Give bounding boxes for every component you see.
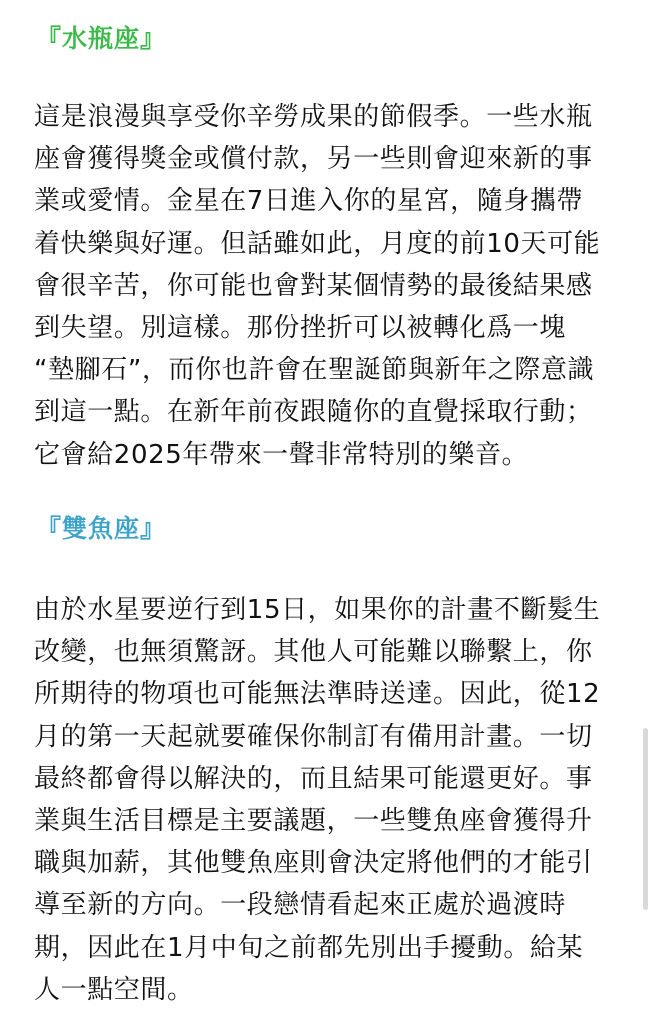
text-line: 期，因此在1月中旬之前都先別出手擾動。給某 bbox=[34, 932, 584, 963]
text-line: 着快樂與好運。但話雖如此，月度的前10天可能 bbox=[34, 228, 601, 259]
text-line: 業與生活目標是主要議題，一些雙魚座會獲得升 bbox=[34, 806, 593, 837]
text-line: 業或愛情。金星在7日進入你的星宮，隨身攜帶 bbox=[34, 186, 584, 217]
text-line: 到失望。別這樣。那份挫折可以被轉化爲一塊 bbox=[34, 313, 567, 344]
pisces-heading: 『雙魚座』 bbox=[36, 514, 167, 543]
text-line: 座會獲得獎金或償付款，另一些則會迎來新的事 bbox=[34, 144, 593, 175]
text-line: 月的第一天起就要確保你制訂有備用計畫。一切 bbox=[34, 721, 593, 752]
aquarius-paragraph bbox=[34, 96, 624, 476]
text-line: 所期待的物項也可能無法準時送達。因此，從12 bbox=[34, 679, 601, 710]
text-line: 職與加薪，其他雙魚座則會決定將他們的才能引 bbox=[34, 848, 593, 879]
text-line: 會很辛苦，你可能也會對某個情勢的最後結果感 bbox=[34, 270, 593, 301]
text-line: “墊腳石”，而你也許會在聖誕節與新年之際意識 bbox=[34, 355, 595, 386]
pisces-paragraph bbox=[34, 589, 624, 1011]
text-line: 由於水星要逆行到15日，如果你的計畫不斷髮生 bbox=[34, 595, 601, 625]
text-line: 改變，也無須驚訝。其他人可能難以聯繫上，你 bbox=[34, 637, 593, 668]
text-line: 最終都會得以解決的，而且結果可能還更好。事 bbox=[34, 763, 593, 794]
text-line: 它會給2025年帶來一聲非常特別的樂音。 bbox=[34, 439, 529, 470]
text-line: 這是浪漫與享受你辛勞成果的節假季。一些水瓶 bbox=[34, 102, 593, 132]
scrollbar-thumb[interactable] bbox=[643, 728, 648, 910]
text-line: 到這一點。在新年前夜跟隨你的直覺採取行動； bbox=[34, 397, 593, 428]
aquarius-heading: 『水瓶座』 bbox=[36, 24, 167, 53]
text-line: 導至新的方向。一段戀情看起來正處於過渡時 bbox=[34, 890, 567, 921]
text-line: 人一點空間。 bbox=[34, 974, 194, 1005]
